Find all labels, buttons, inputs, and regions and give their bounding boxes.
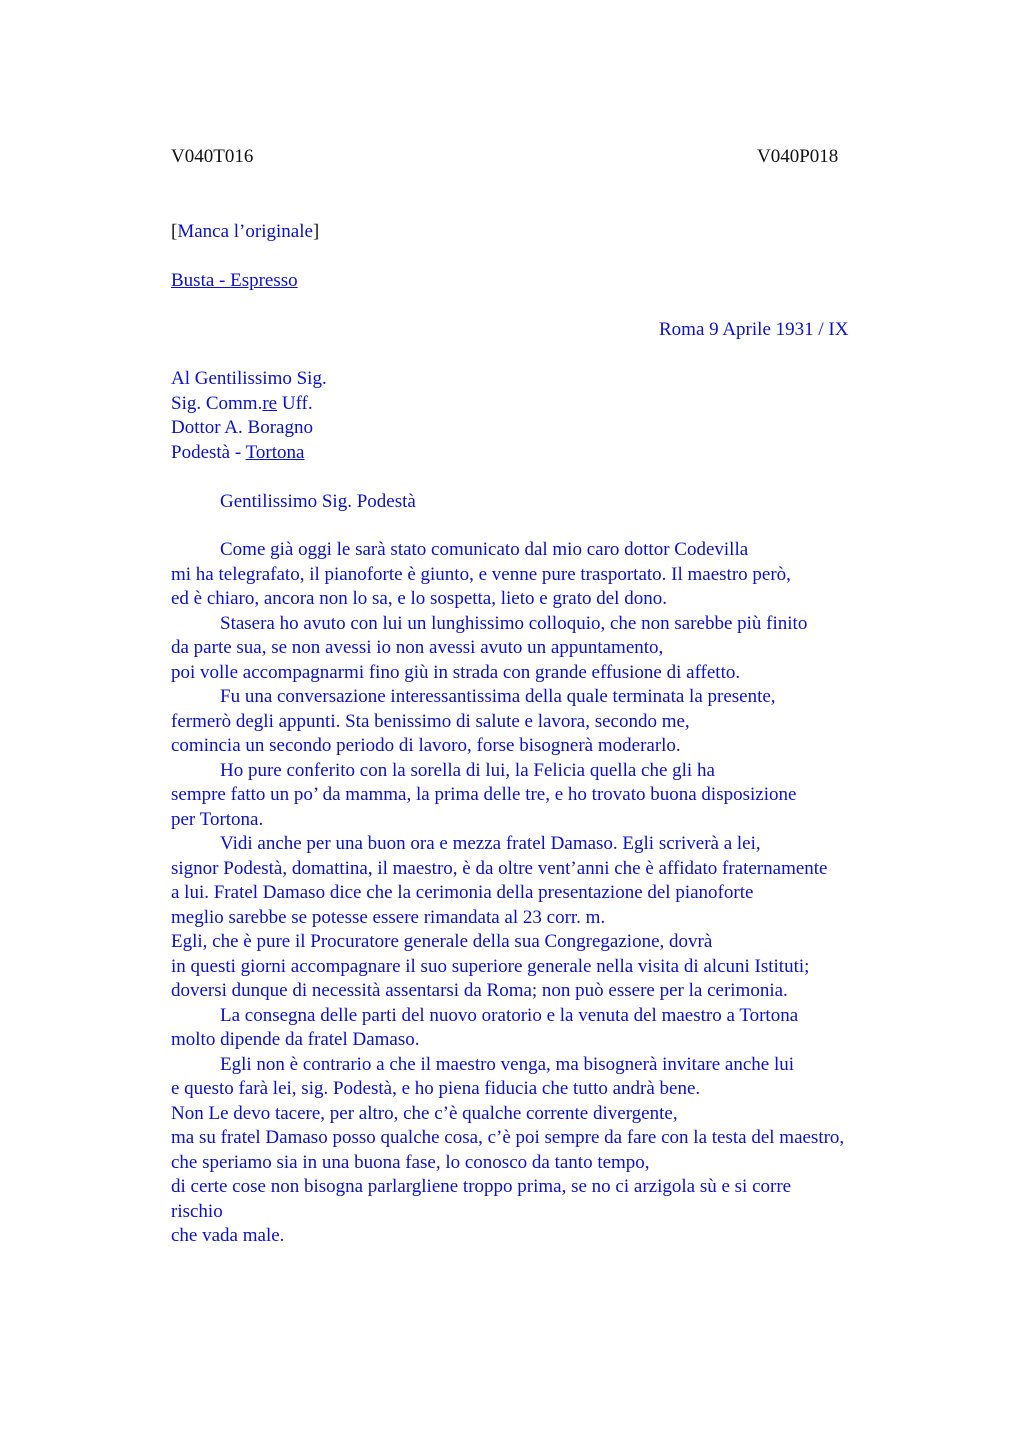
body-line: Come già oggi le sarà stato comunicato dal mio caro dottor Codevilla xyxy=(220,539,749,560)
body-line: Egli non è contrario a che il maestro venga, ma bisognerà invitare anche lui xyxy=(220,1053,795,1075)
body-line: Ho pure conferito con la sorella di lui, la Felicia quella che gli ha xyxy=(220,759,715,781)
envelope-label xyxy=(171,269,298,294)
document-reference-right: V040P018 xyxy=(757,146,839,167)
body-line: in questi giorni accompagnare il suo superiore generale nella visita di alcuni Istituti; xyxy=(171,955,810,977)
body-line: molto dipende da fratel Damaso. xyxy=(171,1029,420,1050)
body-line: rischio xyxy=(171,1200,223,1222)
body-line: e questo farà lei, sig. Podestà, e ho piena fiducia che tutto andrà bene. xyxy=(171,1078,701,1099)
letter-date: Roma 9 Aprile 1931 / IX xyxy=(659,319,849,340)
address-line-2-underlined: re xyxy=(262,392,278,414)
body-line: Vidi anche per una buon ora e mezza fratel Damaso. Egli scriverà a lei, xyxy=(220,833,761,854)
salutation: Gentilissimo Sig. Podestà xyxy=(220,491,416,512)
body-line: di certe cose non bisogna parlargliene troppo prima, se no ci arzigola sù e si corre xyxy=(171,1176,792,1197)
body-line: comincia un secondo periodo di lavoro, forse bisognerà moderarlo. xyxy=(171,735,681,756)
body-line: che speriamo sia in una buona fase, lo conosco da tanto tempo, xyxy=(171,1151,650,1173)
body-line: che vada male. xyxy=(171,1225,285,1246)
body-line: doversi dunque di necessità assentarsi da Roma; non può essere per la cerimonia. xyxy=(171,980,788,1001)
body-line: fermerò degli appunti. Sta benissimo di salute e lavora, secondo me, xyxy=(171,710,690,732)
missing-original-note xyxy=(171,220,319,245)
address-line-4-prefix: Podestà - xyxy=(171,441,246,463)
body-line: Fu una conversazione interessantissima della quale terminata la presente, xyxy=(220,686,776,707)
letter-body xyxy=(171,538,844,1249)
body-line: signor Podestà, domattina, il maestro, è da oltre vent’anni che è affidato fraternamente xyxy=(171,857,828,879)
body-line: a lui. Fratel Damaso dice che la cerimonia della presentazione del pianoforte xyxy=(171,882,754,903)
address-line-3: Dottor A. Boragno xyxy=(171,417,313,438)
address-line-1: Al Gentilissimo Sig. xyxy=(171,368,327,389)
address-line-2-suffix: Uff. xyxy=(277,392,313,414)
note-bracket-open: [ xyxy=(171,221,178,242)
address-line-2 xyxy=(171,392,327,417)
document-reference-left: V040T016 xyxy=(171,146,254,167)
envelope-text: Busta - Espresso xyxy=(171,270,298,291)
body-line: mi ha telegrafato, il pianoforte è giunto, e venne pure trasportato. Il maestro però, xyxy=(171,563,791,585)
body-line: da parte sua, se non avessi io non avessi avuto un appuntamento, xyxy=(171,637,664,658)
address-line-4 xyxy=(171,441,327,466)
body-line: per Tortona. xyxy=(171,808,264,830)
body-line: ma su fratel Damaso posso qualche cosa, c’è poi sempre da fare con la testa del maestro, xyxy=(171,1127,845,1148)
body-line: La consegna delle parti del nuovo oratorio e la venuta del maestro a Tortona xyxy=(220,1004,799,1026)
note-bracket-close: ] xyxy=(312,221,320,242)
recipient-address xyxy=(171,367,327,465)
body-line: Stasera ho avuto con lui un lunghissimo colloquio, che non sarebbe più finito xyxy=(220,612,808,634)
address-city: Tortona xyxy=(245,441,305,463)
address-line-2-prefix: Sig. Comm. xyxy=(171,392,263,414)
body-line: Egli, che è pure il Procuratore generale della sua Congregazione, dovrà xyxy=(171,931,713,952)
body-line: poi volle accompagnarmi fino giù in strada con grande effusione di affetto. xyxy=(171,661,741,683)
body-line: ed è chiaro, ancora non lo sa, e lo sospetta, lieto e grato del dono. xyxy=(171,588,667,609)
body-line: sempre fatto un po’ da mamma, la prima delle tre, e ho trovato buona disposizione xyxy=(171,784,797,805)
note-text: Manca l’originale xyxy=(177,221,313,242)
body-line: Non Le devo tacere, per altro, che c’è qualche corrente divergente, xyxy=(171,1102,678,1124)
body-line: meglio sarebbe se potesse essere rimandata al 23 corr. m. xyxy=(171,906,606,928)
